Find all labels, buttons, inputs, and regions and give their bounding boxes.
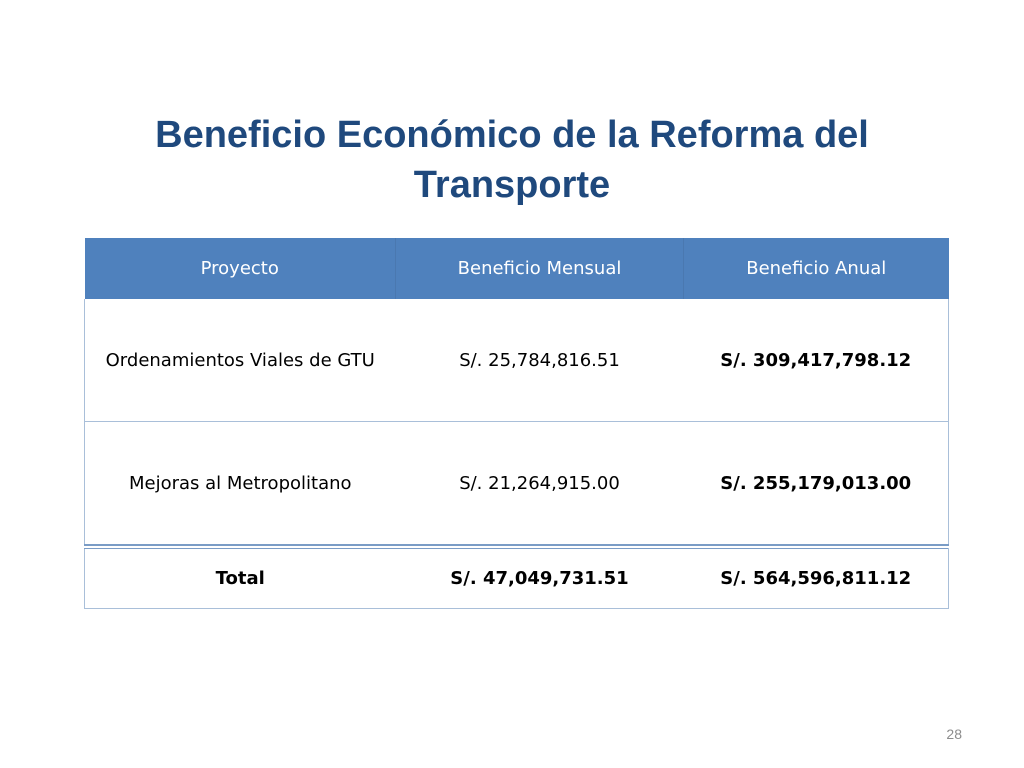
total-label: Total xyxy=(85,549,396,609)
cell-beneficio-mensual: S/. 21,264,915.00 xyxy=(396,422,684,546)
slide-title-line-1: Beneficio Económico de la Reforma del xyxy=(155,114,869,156)
total-row xyxy=(85,549,949,609)
table-row xyxy=(85,299,949,422)
total-table xyxy=(84,548,949,609)
cell-proyecto: Mejoras al Metropolitano xyxy=(85,422,396,546)
cell-proyecto: Ordenamientos Viales de GTU xyxy=(85,299,396,422)
cell-beneficio-anual: S/. 255,179,013.00 xyxy=(684,422,949,546)
page-number: 28 xyxy=(946,726,962,742)
table-row xyxy=(85,422,949,546)
slide-title-line-2: Transporte xyxy=(413,164,611,206)
slide-title xyxy=(60,110,964,210)
total-beneficio-anual: S/. 564,596,811.12 xyxy=(684,549,949,609)
cell-beneficio-anual: S/. 309,417,798.12 xyxy=(684,299,949,422)
column-header-proyecto: Proyecto xyxy=(85,238,396,299)
column-header-beneficio-mensual: Beneficio Mensual xyxy=(396,238,684,299)
total-beneficio-mensual: S/. 47,049,731.51 xyxy=(396,549,684,609)
table-header-row xyxy=(85,238,949,299)
table-body xyxy=(85,299,949,545)
table-header xyxy=(85,238,949,299)
column-header-beneficio-anual: Beneficio Anual xyxy=(684,238,949,299)
benefit-table xyxy=(84,238,949,546)
benefit-table-container xyxy=(84,238,948,609)
cell-beneficio-mensual: S/. 25,784,816.51 xyxy=(396,299,684,422)
